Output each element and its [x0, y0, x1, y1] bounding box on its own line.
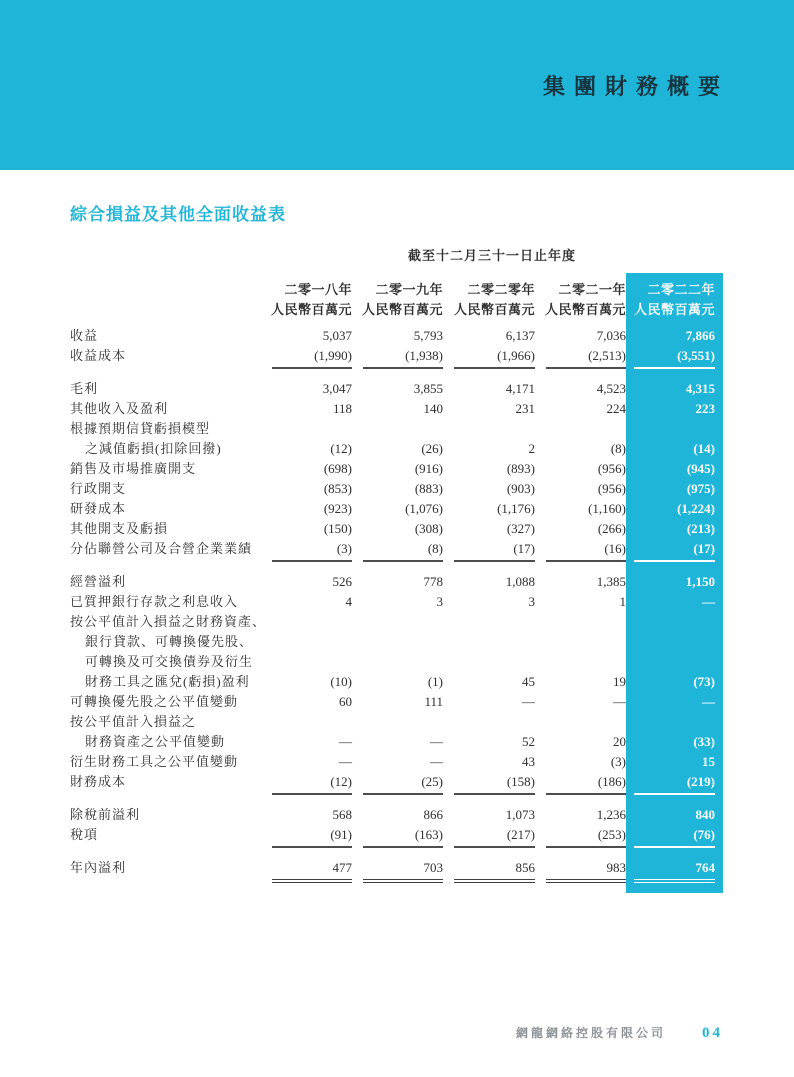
value-cell: (33): [626, 732, 723, 752]
value-cell: [352, 419, 443, 439]
value-cell: [443, 712, 535, 732]
value-cell: (8): [352, 539, 443, 562]
value-cell: 7,866: [626, 320, 723, 346]
column-year-label: 二零二零年: [467, 282, 535, 297]
row-label: 可轉換優先股之公平值變動: [70, 694, 239, 709]
value-cell: [261, 419, 352, 439]
table-row: [70, 672, 723, 692]
table-row: [70, 439, 723, 459]
value-cell: 3: [436, 594, 443, 609]
value-cell: [626, 712, 723, 732]
value-cell: [352, 712, 443, 732]
value-cell: (327): [506, 521, 535, 536]
value-cell: (923): [323, 501, 352, 516]
table-row: [70, 712, 723, 732]
column-header: [626, 273, 723, 320]
row-label: 分佔聯營公司及合營企業業績: [70, 541, 253, 556]
value-cell: —: [613, 694, 626, 709]
table-row: [70, 459, 723, 479]
value-cell: 983: [535, 848, 626, 893]
row-label: 除稅前溢利: [70, 807, 141, 822]
value-cell: (163): [352, 825, 443, 848]
value-cell: (17): [443, 539, 535, 562]
value-cell: (1,224): [626, 499, 723, 519]
value-cell: 231: [515, 401, 535, 416]
row-label: 經營溢利: [70, 574, 127, 589]
value-cell: (1,990): [261, 346, 352, 369]
value-cell: —: [339, 754, 352, 769]
row-label: 可轉換及可交換債券及衍生: [85, 654, 254, 669]
row-label: 行政開支: [70, 481, 127, 496]
value-cell: (308): [414, 521, 443, 536]
table-row: [70, 772, 723, 795]
row-label: 財務工具之匯兌(虧損)盈利: [85, 674, 250, 689]
value-cell: [626, 612, 723, 632]
value-cell: 840: [626, 795, 723, 825]
value-cell: 526: [332, 574, 352, 589]
value-cell: (893): [506, 461, 535, 476]
value-cell: 1,385: [596, 574, 626, 589]
value-cell: [261, 712, 352, 732]
value-cell: (3): [610, 754, 626, 769]
value-cell: (1,938): [352, 346, 443, 369]
value-cell: [535, 632, 626, 652]
value-cell: 4,315: [626, 369, 723, 399]
value-cell: 1,088: [505, 574, 535, 589]
table-row: [70, 612, 723, 632]
page-footer: [0, 1024, 723, 1042]
value-cell: (76): [626, 825, 723, 848]
value-cell: (916): [414, 461, 443, 476]
value-cell: 5,793: [413, 328, 443, 343]
table-row: [70, 652, 723, 672]
row-label: 稅項: [70, 827, 99, 842]
value-cell: (12): [330, 441, 352, 456]
column-unit-label: 人民幣百萬元: [544, 302, 626, 317]
value-cell: (2,513): [535, 346, 626, 369]
value-cell: 568: [332, 807, 352, 822]
value-cell: 6,137: [505, 328, 535, 343]
value-cell: [352, 632, 443, 652]
value-cell: 1,150: [626, 562, 723, 592]
value-cell: [261, 652, 352, 672]
value-cell: (883): [414, 481, 443, 496]
table-row: [70, 369, 723, 399]
value-cell: (3,551): [626, 346, 723, 369]
table-row: [70, 499, 723, 519]
value-cell: (73): [626, 672, 723, 692]
row-label: 財務資產之公平值變動: [85, 734, 226, 749]
value-cell: 866: [423, 807, 443, 822]
value-cell: [626, 652, 723, 672]
value-cell: (158): [443, 772, 535, 795]
table-row: [70, 399, 723, 419]
page-number: 04: [702, 1025, 723, 1041]
row-label: 其他收入及盈利: [70, 401, 169, 416]
column-unit-label: 人民幣百萬元: [270, 302, 352, 317]
value-cell: [626, 419, 723, 439]
column-year-label: 二零二二年: [647, 282, 715, 297]
value-cell: 5,037: [322, 328, 352, 343]
value-cell: [626, 632, 723, 652]
value-cell: 224: [606, 401, 626, 416]
value-cell: (16): [535, 539, 626, 562]
value-cell: 52: [522, 734, 535, 749]
value-cell: (266): [597, 521, 626, 536]
value-cell: 3,047: [322, 381, 352, 396]
column-unit-label: 人民幣百萬元: [453, 302, 535, 317]
row-label: 按公平值計入損益之: [70, 714, 197, 729]
column-header: [261, 273, 352, 320]
value-cell: 15: [626, 752, 723, 772]
value-cell: 2: [528, 441, 535, 456]
value-cell: (25): [352, 772, 443, 795]
value-cell: [261, 612, 352, 632]
value-cell: (17): [626, 539, 723, 562]
value-cell: —: [626, 692, 723, 712]
table-row: [70, 732, 723, 752]
value-cell: [443, 612, 535, 632]
value-cell: 4,171: [505, 381, 535, 396]
value-cell: (12): [261, 772, 352, 795]
value-cell: 3,855: [413, 381, 443, 396]
table-row: [70, 825, 723, 848]
value-cell: 477: [261, 848, 352, 893]
value-cell: —: [430, 754, 443, 769]
value-cell: (217): [443, 825, 535, 848]
value-cell: (150): [323, 521, 352, 536]
value-cell: 764: [626, 848, 723, 893]
table-row: [70, 692, 723, 712]
value-cell: 778: [423, 574, 443, 589]
top-banner: [0, 0, 794, 170]
row-label: 銀行貸款、可轉換優先股、: [85, 634, 254, 649]
value-cell: 1: [619, 594, 626, 609]
value-cell: (1,160): [588, 501, 626, 516]
period-header: 截至十二月三十一日止年度: [407, 248, 576, 263]
value-cell: (1,076): [405, 501, 443, 516]
row-label: 收益成本: [70, 348, 127, 363]
column-year-label: 二零一八年: [284, 282, 352, 297]
column-year-label: 二零一九年: [375, 282, 443, 297]
value-cell: (91): [261, 825, 352, 848]
company-name: 網龍網絡控股有限公司: [515, 1026, 666, 1040]
row-label: 財務成本: [70, 774, 127, 789]
table-row: [70, 479, 723, 499]
table-body: [70, 320, 723, 893]
value-cell: [535, 652, 626, 672]
value-cell: 19: [613, 674, 626, 689]
value-cell: 1,236: [596, 807, 626, 822]
value-cell: [443, 652, 535, 672]
section-title: 綜合損益及其他全面收益表: [70, 205, 286, 224]
value-cell: (956): [597, 461, 626, 476]
column-header: [535, 273, 626, 320]
table-row: [70, 592, 723, 612]
row-label: 研發成本: [70, 501, 127, 516]
row-label: 其他開支及虧損: [70, 521, 169, 536]
value-cell: (945): [626, 459, 723, 479]
table-row: [70, 752, 723, 772]
column-unit-label: 人民幣百萬元: [361, 302, 443, 317]
table-row: [70, 562, 723, 592]
value-cell: 43: [522, 754, 535, 769]
value-cell: (1,966): [443, 346, 535, 369]
value-cell: 118: [332, 401, 352, 416]
row-label: 根據預期信貸虧損模型: [70, 421, 211, 436]
table-row: [70, 519, 723, 539]
value-cell: 4: [345, 594, 352, 609]
value-cell: [535, 612, 626, 632]
row-label: 按公平值計入損益之財務資產、: [70, 614, 267, 629]
value-cell: (1,176): [497, 501, 535, 516]
value-cell: —: [522, 694, 535, 709]
value-cell: (213): [626, 519, 723, 539]
value-cell: [443, 419, 535, 439]
value-cell: (975): [626, 479, 723, 499]
column-header: [443, 273, 535, 320]
value-cell: [443, 632, 535, 652]
value-cell: (186): [535, 772, 626, 795]
value-cell: (3): [261, 539, 352, 562]
row-label: 已質押銀行存款之利息收入: [70, 594, 239, 609]
value-cell: [352, 652, 443, 672]
value-cell: —: [626, 592, 723, 612]
value-cell: 856: [443, 848, 535, 893]
value-cell: (903): [506, 481, 535, 496]
value-cell: (10): [330, 674, 352, 689]
table-row: [70, 848, 723, 893]
value-cell: 7,036: [596, 328, 626, 343]
value-cell: (8): [610, 441, 626, 456]
table-row: [70, 632, 723, 652]
table-row: [70, 419, 723, 439]
value-cell: 45: [522, 674, 535, 689]
row-label: 衍生財務工具之公平值變動: [70, 754, 239, 769]
header-spacer: [70, 273, 261, 320]
column-header: [352, 273, 443, 320]
value-cell: [352, 612, 443, 632]
value-cell: 60: [339, 694, 352, 709]
table-row: [70, 320, 723, 346]
value-cell: (1): [427, 674, 443, 689]
row-label: 之減值虧損(扣除回撥): [85, 441, 222, 456]
value-cell: (219): [626, 772, 723, 795]
value-cell: 111: [424, 694, 443, 709]
row-label: 年內溢利: [70, 860, 127, 875]
value-cell: 1,073: [505, 807, 535, 822]
row-label: 銷售及市場推廣開支: [70, 461, 197, 476]
row-label: 毛利: [70, 381, 99, 396]
value-cell: (253): [535, 825, 626, 848]
period-header-row: [70, 245, 723, 273]
value-cell: —: [430, 734, 443, 749]
value-cell: (14): [626, 439, 723, 459]
value-cell: [535, 419, 626, 439]
value-cell: 20: [613, 734, 626, 749]
value-cell: [261, 632, 352, 652]
value-cell: (853): [323, 481, 352, 496]
value-cell: 4,523: [596, 381, 626, 396]
row-label: 收益: [70, 328, 99, 343]
column-unit-label: 人民幣百萬元: [633, 302, 715, 317]
income-statement-table: [70, 245, 723, 893]
value-cell: (698): [323, 461, 352, 476]
value-cell: 140: [423, 401, 443, 416]
value-cell: (26): [421, 441, 443, 456]
value-cell: 703: [352, 848, 443, 893]
table-row: [70, 346, 723, 369]
column-year-label: 二零二一年: [558, 282, 626, 297]
column-header-row: [70, 273, 723, 320]
value-cell: —: [339, 734, 352, 749]
table-row: [70, 795, 723, 825]
value-cell: (956): [597, 481, 626, 496]
value-cell: 223: [626, 399, 723, 419]
value-cell: [535, 712, 626, 732]
page-title: 集團財務概要: [542, 73, 729, 99]
value-cell: 3: [528, 594, 535, 609]
table-row: [70, 539, 723, 562]
